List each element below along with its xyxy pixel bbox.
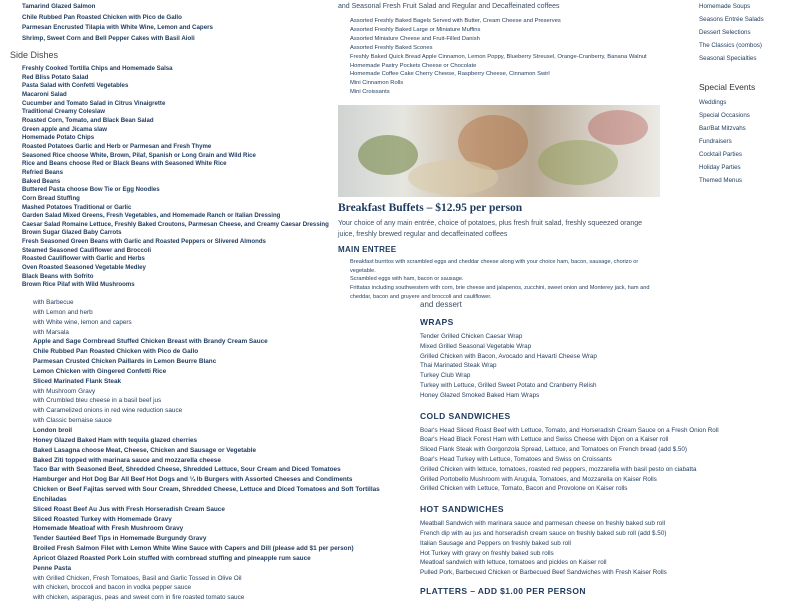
hot-sandwich-item: French dip with au jus and horseradish cream sauce on freshly baked sub roll (add $.50) [420, 529, 667, 537]
entree-item: Tender Sautéed Beef Tips in Homemade Burgundy Gravy [33, 535, 207, 543]
side-dish-item: Baked Beans [22, 177, 61, 185]
entree-item: with Mushroom Gravy [33, 387, 96, 395]
pastry-item: Homemade Coffee Cake Cherry Cheese, Raspberry Cheese, Cinnamon Swirl [350, 71, 550, 78]
entree-item: Hamburger and Hot Dog Bar All Beef Hot Dogs and ¼ lb Burgers with Assorted Cheeses and Condiments [33, 476, 353, 484]
entree-item: Sliced Roast Beef Au Jus with Fresh Horseradish Cream Sauce [33, 505, 225, 513]
sidebar-event-link[interactable]: Fundraisers [699, 138, 732, 145]
cold-sandwiches-heading: COLD SANDWICHES [420, 410, 511, 421]
cold-sandwich-item: Sliced Flank Steak with Gorgonzola Spread, Lettuce, and Tomatoes on French bread (add $.50) [420, 446, 687, 454]
breakfast-entree-list [350, 258, 660, 302]
platters-heading: PLATTERS – ADD $1.00 PER PERSON [420, 585, 586, 596]
side-dish-item: Brown Rice Pilaf with Wild Mushrooms [22, 281, 135, 289]
side-dishes-list [22, 65, 329, 290]
entree-item: Baked Lasagna choose Meat, Cheese, Chicken and Sausage or Vegetable [33, 446, 257, 454]
pastry-item: Mini Croissants [350, 89, 390, 96]
entree-item: Lemon Chicken with Gingered Confetti Rice [33, 367, 167, 375]
entree-item: with Classic bernaise sauce [33, 417, 112, 425]
wrap-item: Tender Grilled Chicken Caesar Wrap [420, 333, 523, 340]
entree-item: Sliced Roasted Turkey with Homemade Gravy [33, 515, 172, 523]
menu-item: Parmesan Encrusted Tilapia with White Wine, Lemon and Capers [22, 24, 213, 32]
side-dish-item: Rice and Beans choose Red or Black Beans with Seasoned White Rice [22, 160, 227, 168]
entree-item: Apple and Sage Cornbread Stuffed Chicken Breast with Brandy Cream Sauce [33, 338, 268, 346]
side-dish-item: Oven Roasted Seasoned Vegetable Medley [22, 264, 146, 272]
dessert-note: and dessert [420, 300, 462, 309]
entree-item: with Barbecue [33, 299, 74, 306]
cold-sandwich-item: Boar's Head Turkey with Lettuce, Tomatoes and Swiss on Croissants [420, 455, 612, 463]
hot-sandwich-item: Meatloaf sandwich with lettuce, tomatoes and pickles on Kaiser roll [420, 559, 607, 567]
pastry-item: Assorted Freshly Baked Scones [350, 44, 433, 51]
sidebar-link[interactable]: The Classics (combos) [699, 42, 762, 49]
entree-item: with Crumbled bleu cheese in a basil beef jus [33, 397, 162, 405]
entree-item: Homemade Meatloaf with Fresh Mushroom Gravy [33, 525, 184, 533]
sidebar-link[interactable]: Dessert Selections [699, 29, 751, 36]
entree-item: Chicken or Beef Fajitas served with Sour Cream, Shredded Cheese, Lettuce and Diced Tomatoes and Soft Tortillas [33, 486, 380, 494]
sidebar-event-link[interactable]: Weddings [699, 99, 727, 106]
entree-item: with Caramelized onions in red wine reduction sauce [33, 407, 183, 415]
cold-sandwiches-list [420, 426, 750, 495]
main-entree-heading: MAIN ENTREE [338, 245, 397, 254]
events-links [699, 96, 800, 187]
list-item: Breakfast burritos with scrambled eggs and cheddar cheese along with your choice ham, bacon, sausage, chorizo or vegetable. [350, 259, 639, 274]
hot-sandwiches-heading: HOT SANDWICHES [420, 504, 504, 515]
list-item: Scrambled eggs with ham, bacon or sausage. [350, 276, 464, 283]
left-top-entree-list [22, 2, 322, 44]
entree-item: with Lemon and herb [33, 308, 93, 316]
sidebar-event-link[interactable]: Bar/Bat Mitzvahs [699, 125, 746, 132]
pastry-item: Assorted Freshly Baked Large or Miniature Muffins [350, 26, 481, 33]
side-dish-item: Macaroni Salad [22, 90, 67, 98]
pastry-list [350, 17, 660, 97]
entree-item: London broil [33, 426, 73, 434]
entree-item: with White wine, lemon and capers [33, 318, 132, 326]
entree-item: Broiled Fresh Salmon Filet with Lemon White Wine Sauce with Capers and Dill (please add $1 per person) [33, 545, 354, 553]
cold-sandwich-item: Grilled Chicken with Lettuce, Tomato, Bacon and Provolone on Kaiser rolls [420, 485, 628, 493]
side-dish-item: Brown Sugar Glazed Baby Carrots [22, 229, 122, 237]
sidebar-event-link[interactable]: Themed Menus [699, 177, 742, 184]
side-dish-item: Seasoned Rice choose White, Brown, Pilaf, Spanish or Long Grain and Wild Rice [22, 151, 256, 159]
cold-sandwich-item: Boar's Head Black Forest Ham with Lettuce and Swiss Cheese with Dijon on a Kaiser roll [420, 436, 669, 444]
entree-item: Baked Ziti topped with marinara sauce and mozzarella cheese [33, 456, 221, 464]
pastry-item: Homemade Pastry Pockets Cheese or Chocolate [350, 62, 477, 69]
menu-item: Shrimp, Sweet Corn and Bell Pepper Cakes with Basil Aioli [22, 34, 195, 42]
wraps-list [420, 332, 750, 401]
pastry-item: Mini Cinnamon Rolls [350, 80, 404, 87]
menu-item: Chile Rubbed Pan Roasted Chicken with Pico de Gallo [22, 13, 182, 21]
side-dish-item: Red Bliss Potato Salad [22, 73, 89, 81]
side-dish-item: Corn Bread Stuffing [22, 194, 80, 202]
entree-item: with chicken, asparagus, peas and sweet corn in fire roasted tomato sauce [33, 594, 245, 602]
sidebar-link[interactable]: Seasons Entrée Salads [699, 16, 764, 23]
entree-item: Penne Pasta [33, 564, 72, 572]
side-dish-item: Cucumber and Tomato Salad in Citrus Vinaigrette [22, 99, 166, 107]
side-dish-item: Roasted Corn, Tomato, and Black Bean Salad [22, 116, 154, 124]
side-dish-item: Mashed Potatoes Traditional or Garlic [22, 203, 132, 211]
side-dish-item: Homemade Potato Chips [22, 134, 95, 142]
entree-item: with Marsala [33, 328, 69, 336]
hot-sandwich-item: Pulled Pork, Barbecued Chicken or Barbecued Beef Sandwiches with Fresh Kaiser Rolls [420, 569, 667, 577]
food-photo [338, 105, 660, 197]
side-dish-item: Garden Salad Mixed Greens, Fresh Vegetables, and Homemade Ranch or Italian Dressing [22, 212, 281, 220]
wrap-item: Mixed Grilled Seasonal Vegetable Wrap [420, 342, 532, 350]
hot-sandwich-item: Italian Sausage and Peppers on freshly baked sub roll [420, 539, 571, 547]
entree-item: Honey Glazed Baked Ham with tequila glazed cherries [33, 436, 198, 444]
side-dish-item: Green apple and Jicama slaw [22, 125, 108, 133]
side-dish-item: Refried Beans [22, 168, 63, 176]
sandwich-section [420, 300, 750, 596]
sidebar-nav [699, 0, 800, 187]
entree-item: Sliced Marinated Flank Steak [33, 377, 122, 385]
side-dish-item: Caesar Salad Romaine Lettuce, Freshly Baked Croutons, Parmesan Cheese, and Creamy Caesar Dressing [22, 220, 329, 228]
side-dish-item: Fresh Seasoned Green Beans with Garlic and Roasted Peppers or Slivered Almonds [22, 238, 266, 246]
menu-item: Tamarind Glazed Salmon [22, 3, 96, 10]
wrap-item: Thai Marinated Steak Wrap [420, 362, 497, 370]
side-dish-item: Freshly Cooked Tortilla Chips and Homemade Salsa [22, 65, 173, 72]
menu-links [699, 0, 800, 65]
sidebar-link[interactable]: Seasonal Specialties [699, 55, 757, 62]
sidebar-event-link[interactable]: Cocktail Parties [699, 151, 742, 158]
sidebar-event-link[interactable]: Special Occasions [699, 112, 750, 119]
side-dish-item: Pasta Salad with Confetti Vegetables [22, 82, 129, 90]
side-dishes-heading: Side Dishes [10, 50, 59, 60]
cold-sandwich-item: Grilled Chicken with lettuce, tomatoes, roasted red peppers, mozzarella with basil pesto on ciabatta [420, 465, 697, 473]
wrap-item: Turkey Club Wrap [420, 372, 471, 380]
entree-item: Taco Bar with Seasoned Beef, Shredded Cheese, Shredded Lettuce, Sour Cream and Diced Tomatoes [33, 466, 341, 474]
entree-item: Chile Rubbed Pan Roasted Chicken with Pico de Gallo [33, 348, 199, 356]
sidebar-event-link[interactable]: Holiday Parties [699, 164, 741, 171]
hot-sandwich-item: Meatball Sandwich with marinara sauce and parmesan cheese on freshly baked sub roll [420, 520, 666, 528]
side-dish-item: Traditional Creamy Coleslaw [22, 108, 105, 116]
pastry-item: Assorted Miniature Cheese and Fruit-Filled Danish [350, 35, 480, 42]
sidebar-link[interactable]: Homemade Soups [699, 3, 751, 10]
special-events-heading: Special Events [699, 82, 756, 92]
side-dish-item: Buttered Pasta choose Bow Tie or Egg Noodles [22, 186, 160, 194]
continental-desc: and Seasonal Fresh Fruit Salad and Regular and Decaffeinated coffees [338, 3, 560, 10]
hot-sandwich-item: Hot Turkey with gravy on freshly baked sub rolls [420, 549, 554, 557]
side-dish-item: Roasted Cauliflower with Garlic and Herbs [22, 255, 145, 263]
entree-item: with Grilled Chicken, Fresh Tomatoes, Basil and Garlic Tossed in Olive Oil [33, 574, 242, 582]
entree-item: Parmesan Crusted Chicken Paillards in Lemon Beurre Blanc [33, 358, 217, 366]
entree-item: with chicken, broccoli and bacon in vodka pepper sauce [33, 584, 192, 592]
side-dish-item: Black Beans with Sofrito [22, 272, 94, 280]
pastry-item: Freshly Baked Quick Bread Apple Cinnamon, Lemon Poppy, Blueberry Streusel, Orange-Cranberry, Banana Walnut [350, 53, 647, 60]
entree-continued-list [33, 298, 380, 603]
wraps-heading: WRAPS [420, 317, 454, 327]
cold-sandwich-item: Grilled Portobello Mushroom with Arugula, Tomatoes, and Mozzarella on Kaiser Rolls [420, 475, 657, 483]
side-dish-item: Steamed Seasoned Cauliflower and Broccoli [22, 246, 152, 254]
wrap-item: Honey Glazed Smoked Baked Ham Wraps [420, 391, 540, 399]
list-item: Frittatas including southwestern with corn, brie cheese and jalapenos, zucchini, sweet onion and Monterey jack, ham and cheddar, bacon and gruyere and broccoli and cauliflower. [350, 285, 650, 300]
hot-sandwiches-list [420, 519, 750, 578]
breakfast-description: Your choice of any main entrée, choice of potatoes, plus fresh fruit salad, freshly squeezed orange juice, freshly brewed regular and decaffeinated coffees [338, 220, 643, 238]
breakfast-title: Breakfast Buffets – $12.95 per person [338, 202, 523, 214]
wrap-item: Turkey with Lettuce, Grilled Sweet Potato and Cranberry Relish [420, 381, 597, 389]
side-dish-item: Roasted Potatoes Garlic and Herb or Parmesan and Fresh Thyme [22, 142, 212, 150]
pastry-item: Assorted Freshly Baked Bagels Served with Butter, Cream Cheese and Preserves [350, 18, 561, 24]
wrap-item: Grilled Chicken with Bacon, Avocado and Havarti Cheese Wrap [420, 352, 597, 360]
entree-item: Apricot Glazed Roasted Pork Loin stuffed with cornbread stuffing and pineapple rum sauce [33, 554, 311, 562]
cold-sandwich-item: Boar's Head Sliced Roast Beef with Lettuce, Tomato, and Horseradish Cream Sauce on a Fresh Onion Roll [420, 426, 719, 434]
entree-item: Enchiladas [33, 495, 67, 503]
